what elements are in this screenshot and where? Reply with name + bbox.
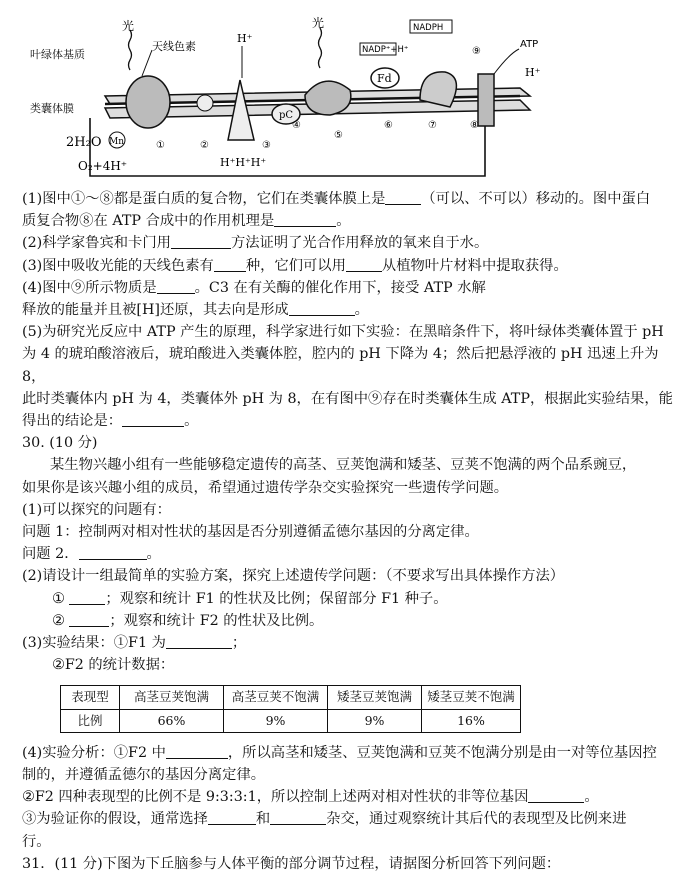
q30-s3: (3)实验结果：①F1 为 ； — [22, 635, 247, 652]
q30-s2b: ② ；观察和统计 F2 的性状及比例。 — [52, 612, 324, 629]
label-nadph: NADPH — [413, 23, 444, 33]
number-2: ② — [200, 140, 209, 151]
label-thylakoid: 类囊体膜 — [30, 102, 74, 115]
q30-s4e: ③为验证你的假设，通常选择 和 杂交，通过观察统计其后代的表现型及比例来进 — [22, 811, 627, 828]
q29-part5-line4: 得出的结论是： 。 — [22, 413, 199, 430]
q29-part4-cont: 释放的能量并且被[H]还原，其去向是形成 。 — [22, 302, 369, 319]
q30-s4d: ②F2 四种表现型的比例不是 9:3:3:1，所以控制上述两对相对性状的非等位基因 。 — [22, 789, 599, 806]
number-9: ⑨ — [472, 46, 481, 57]
complex-2 — [197, 95, 213, 111]
table-header-row — [61, 686, 521, 709]
light-wave-1 — [129, 30, 132, 70]
complex-1 — [126, 76, 170, 128]
q30-s4f: 行。 — [22, 833, 51, 850]
q29-part5: (5)为研究光反应中 ATP 产生的原理，科学家进行如下实验：在黑暗条件下，将叶绿体类囊体置于 pH — [22, 324, 664, 341]
table-cell: 16% — [422, 709, 521, 732]
label-hplus-bottom: H⁺H⁺H⁺ — [220, 156, 267, 169]
q29-part5-line3: 此时类囊体内 pH 为 4，类囊体外 pH 为 8，在有图中⑨存在时类囊体生成 ATP，根据此实验结果，能 — [22, 390, 673, 407]
light-wave-2 — [319, 28, 322, 68]
table-header-cell: 高茎豆荚饱满 — [120, 686, 224, 709]
table-header-cell: 表现型 — [61, 686, 120, 709]
f2-statistics-table — [60, 685, 521, 732]
number-5: ⑤ — [334, 130, 343, 141]
label-o2: O₂+4H⁺ — [78, 159, 128, 173]
q30-s1b: 问题 2． 。 — [22, 546, 161, 563]
label-hplus-top: H⁺ — [237, 32, 253, 45]
atp-arrow — [494, 49, 519, 74]
label-nadp: NADP⁺+H⁺ — [362, 45, 409, 55]
table-cell: 比例 — [61, 709, 120, 732]
q30-s1a: 问题 1：控制两对相对性状的基因是否分别遵循孟德尔基因的分离定律。 — [22, 524, 479, 541]
number-3: ③ — [262, 140, 271, 151]
complex-5 — [305, 81, 351, 115]
q30-s3b: ②F2 的统计数据： — [52, 657, 175, 674]
q30-s4c: 制的，并遵循孟德尔的基因分离定律。 — [22, 767, 266, 784]
q30-s4a: (4)实验分析：①F2 中 ，所以高茎和矮茎、豆荚饱满和豆荚不饱满分别是由一对等位基因控 — [22, 744, 657, 761]
q30-s1: (1)可以探究的问题有： — [22, 501, 171, 518]
label-mn: Mn — [109, 137, 125, 147]
number-1: ① — [156, 140, 165, 151]
label-hplus-right: H⁺ — [525, 66, 541, 79]
q29-part3: (3)图中吸收光能的天线色素有 种，它们可以用 从植物叶片材料中提取获得。 — [22, 257, 568, 274]
table-header-cell: 矮茎豆荚不饱满 — [422, 686, 521, 709]
q30-s2: (2)请设计一组最简单的实验方案，探究上述遗传学问题：（不要求写出具体操作方法） — [22, 568, 565, 585]
q29-part1-cont: 质复合物⑧在 ATP 合成中的作用机理是 。 — [22, 213, 351, 230]
number-8: ⑧ — [470, 120, 479, 131]
label-water: 2H₂O — [66, 135, 102, 150]
q29-part1: (1)图中①～⑧都是蛋白质的复合物，它们在类囊体膜上是 （可以、不可以）移动的。图中蛋白 — [22, 191, 651, 207]
q31-heading: 31．(11 分)下图为下丘脑参与人体平衡的部分调节过程，请据图分析回答下列问题： — [22, 855, 561, 872]
q29-part2: (2)科学家鲁宾和卡门用 方法证明了光合作用释放的氧来自于水。 — [22, 235, 489, 252]
table-cell: 9% — [224, 709, 328, 732]
number-6: ⑥ — [384, 120, 393, 131]
q30-intro: 某生物兴趣小组有一些能够稳定遗传的高茎、豆荚饱满和矮茎、豆荚不饱满的两个品系豌豆， — [50, 457, 637, 474]
q30-intro-cont: 如果你是该兴趣小组的成员，希望通过遗传学杂交实验探究一些遗传学问题。 — [22, 479, 509, 496]
label-stroma: 叶绿体基质 — [30, 48, 85, 61]
table-row — [61, 709, 521, 732]
number-7: ⑦ — [428, 120, 437, 131]
label-pc: pC — [279, 110, 294, 121]
table-header-cell: 高茎豆荚不饱满 — [224, 686, 328, 709]
q30-s2a: ① ；观察和统计 F1 的性状及比例；保留部分 F1 种子。 — [52, 590, 448, 607]
table-cell: 9% — [328, 709, 422, 732]
number-4: ④ — [292, 120, 301, 131]
q29-part5-line2: 为 4 的琥珀酸溶液后，琥珀酸进入类囊体腔，腔内的 pH 下降为 4；然后把悬浮液的 pH 迅速上升为 8， — [22, 346, 659, 385]
q29-part4: (4)图中⑨所示物质是 。C3 在有关酶的催化作用下，接受 ATP 水解 — [22, 279, 486, 296]
complex-7 — [420, 72, 456, 107]
q30-heading: 30. (10 分) — [22, 435, 98, 452]
complex-8 — [478, 74, 494, 126]
label-light-1: 光 — [122, 19, 135, 33]
label-light-2: 光 — [312, 16, 325, 30]
photosynthesis-thylakoid-diagram — [0, 0, 694, 186]
label-antenna: 天线色素 — [152, 40, 196, 53]
label-fd: Fd — [377, 72, 392, 85]
table-cell: 66% — [120, 709, 224, 732]
table-header-cell: 矮茎豆荚饱满 — [328, 686, 422, 709]
f2-table-wrap — [60, 685, 684, 732]
label-atp: ATP — [520, 39, 539, 50]
question-text — [22, 188, 684, 875]
antenna-pointer — [142, 50, 152, 76]
